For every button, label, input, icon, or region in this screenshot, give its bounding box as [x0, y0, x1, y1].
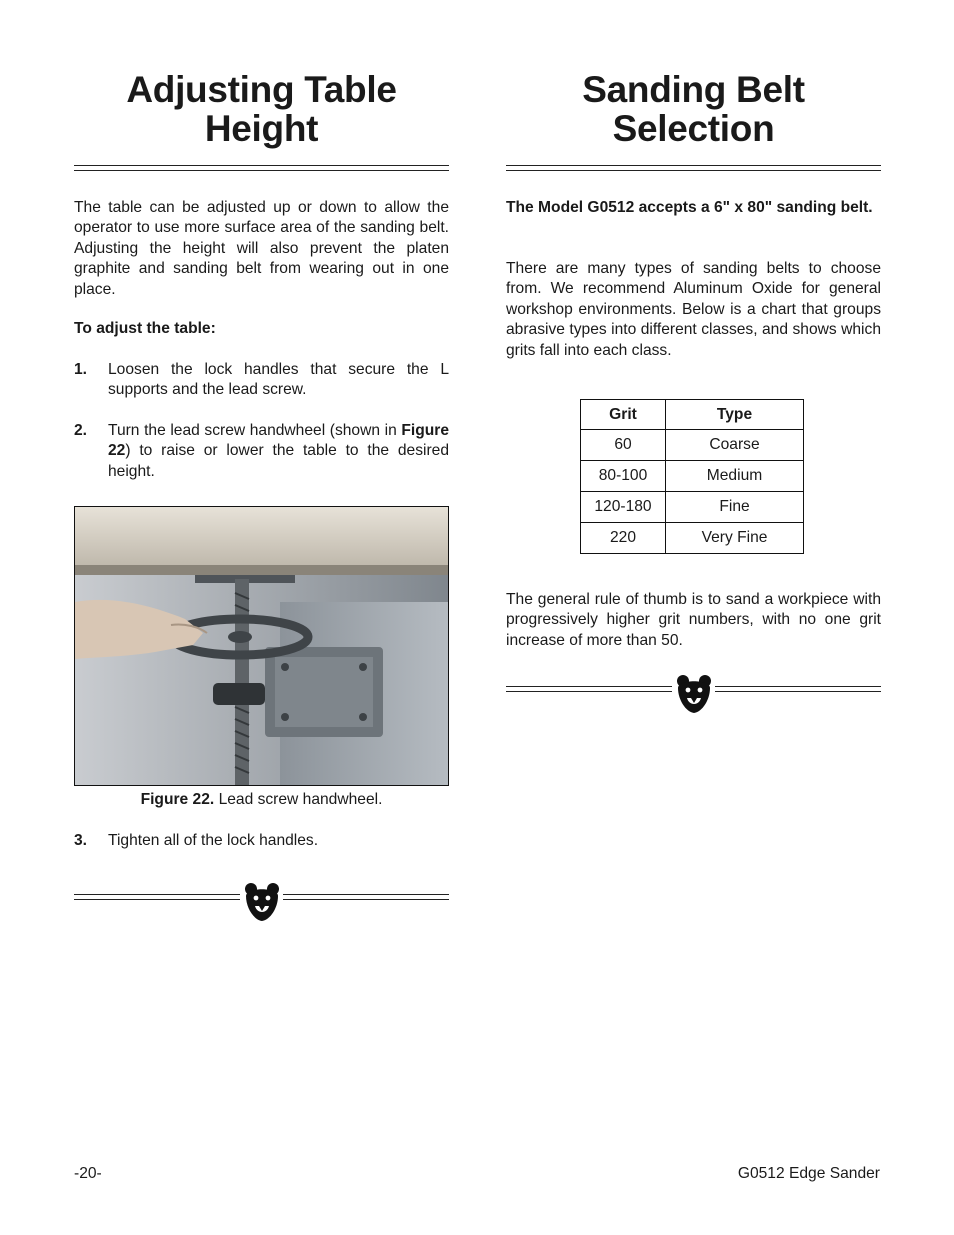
subheading: To adjust the table: — [74, 320, 216, 337]
step-number: 1. — [74, 361, 88, 378]
table-cell-type: Coarse — [666, 430, 804, 461]
bear-logo-icon — [676, 674, 712, 714]
intro-paragraph: The table can be adjusted up or down to allow the operator to use more surface area of the sanding belt. Adjusting the height will also prevent the platen graphite and sanding belt from wearing out in one place. — [74, 199, 449, 298]
rule-of-thumb-paragraph: The general rule of thumb is to sand a workpiece with progressively higher grit numbers, with no one grit increase of more than 50. — [506, 591, 881, 649]
step-number: 2. — [74, 422, 88, 439]
figure-label: Figure 22. — [140, 791, 215, 808]
section-end-divider — [74, 882, 449, 922]
section-title-sanding-belt-selection — [506, 70, 881, 148]
step-text: Tighten all of the lock handles. — [108, 832, 319, 849]
figure-caption-text: Lead screw handwheel. — [214, 791, 383, 808]
title-line: Height — [204, 108, 319, 149]
title-divider — [74, 165, 449, 171]
lead-screw-handwheel-photo — [75, 507, 449, 786]
table-row — [581, 430, 804, 461]
page-number: -20- — [74, 1165, 102, 1182]
step-text-part: Turn the lead screw handwheel (shown in — [108, 422, 402, 439]
title-line: Adjusting Table — [126, 69, 397, 110]
table-header-cell: Type — [666, 400, 804, 430]
table-row — [581, 523, 804, 554]
divider-line — [506, 686, 672, 692]
table-row — [581, 492, 804, 523]
table-header-cell: Grit — [581, 400, 666, 430]
step-text — [108, 421, 449, 482]
table-cell-type: Very Fine — [666, 523, 804, 554]
table-cell-type: Medium — [666, 461, 804, 492]
section-end-divider — [506, 674, 881, 714]
table-cell-grit: 120-180 — [581, 492, 666, 523]
table-cell-grit: 220 — [581, 523, 666, 554]
table-row — [581, 461, 804, 492]
divider-line — [74, 894, 240, 900]
title-divider — [506, 165, 881, 171]
section-title-adjusting-table-height — [74, 70, 449, 148]
title-line: Selection — [612, 108, 775, 149]
belt-types-paragraph: There are many types of sanding belts to choose from. We recommend Aluminum Oxide for general workshop environments. Below is a chart that groups abrasive types into different classes, and shows which grits fall into each class. — [506, 260, 881, 359]
table-cell-type: Fine — [666, 492, 804, 523]
figure-reference: Figure 22 — [108, 422, 449, 460]
table-header-row — [581, 400, 804, 430]
step-text: Loosen the lock handles that secure the L supports and the lead screw. — [108, 361, 449, 399]
belt-size-statement: The Model G0512 accepts a 6" x 80" sanding belt. — [506, 199, 873, 216]
figure-22-caption — [74, 790, 449, 810]
step-number: 3. — [74, 832, 88, 849]
step-text-part: ) to raise or lower the table to the desired height. — [108, 442, 449, 480]
divider-line — [283, 894, 449, 900]
divider-line — [715, 686, 881, 692]
bear-logo-icon — [244, 882, 280, 922]
figure-22-photo — [74, 506, 449, 786]
title-line: Sanding Belt — [582, 69, 805, 110]
document-title: G0512 Edge Sander — [737, 1165, 880, 1182]
table-cell-grit: 60 — [581, 430, 666, 461]
grit-type-table — [580, 399, 804, 554]
table-cell-grit: 80-100 — [581, 461, 666, 492]
